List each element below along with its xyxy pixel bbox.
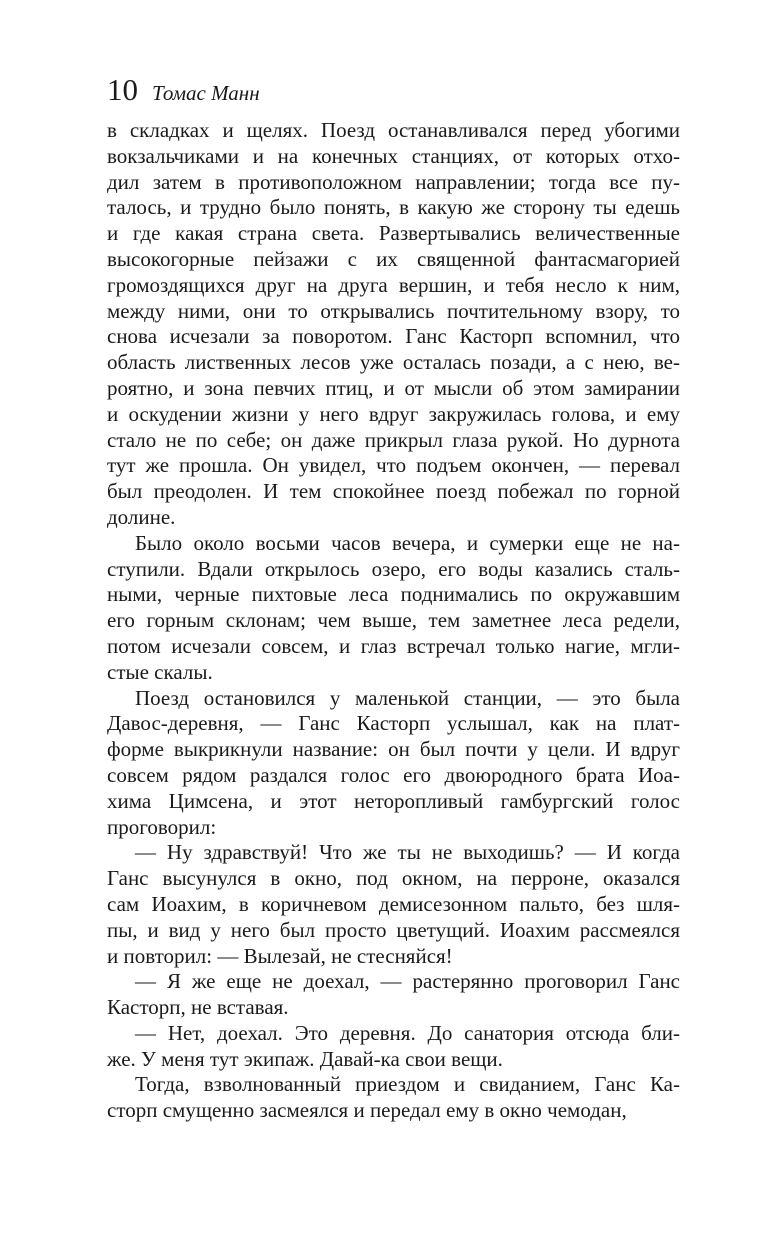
text-line: роятно, и зона певчих птиц, и от мысли об этом замирании	[107, 375, 680, 400]
text-line: — Ну здравствуй! Что же ты не выходишь? — И когда	[135, 840, 680, 865]
author-name: Томас Манн	[152, 81, 260, 105]
paragraph	[107, 1072, 680, 1124]
running-head	[107, 70, 260, 110]
text-line: же. У меня тут экипаж. Давай-ка свои вещи.	[107, 1046, 503, 1071]
text-line: потом исчезали совсем, и глаз встречал только нагие, мгли-	[107, 633, 680, 658]
text-line: высокогорные пейзажи с их священной фантасмагорией	[107, 246, 680, 271]
text-line: снова исчезали за поворотом. Ганс Касторп вспомнил, что	[107, 324, 680, 349]
text-line: тут же прошла. Он увидел, что подъем окончен, — перевал	[107, 453, 680, 478]
text-line: совсем рядом раздался голос его двоюродного брата Иоа-	[107, 762, 680, 787]
text-line: вокзальчиками и на конечных станциях, от которых отхо-	[107, 143, 680, 168]
text-line: проговорил:	[107, 814, 217, 839]
text-line: громоздящихся друг на друга вершин, и тебя несло к ним,	[107, 272, 680, 297]
text-line: стало не по себе; он даже прикрыл глаза рукой. Но дурнота	[107, 427, 680, 452]
paragraph	[107, 686, 680, 841]
text-line: дил затем в противоположном направлении; тогда все пу-	[107, 169, 680, 194]
body-text	[107, 118, 680, 1124]
text-line: сам Иоахим, в коричневом демисезонном пальто, без шля-	[107, 891, 680, 916]
text-line: и где какая страна света. Развертывались величественные	[107, 221, 680, 246]
text-line: и оскудении жизни у него вдруг закружилась голова, и ему	[107, 401, 680, 426]
text-line: Ганс высунулся в окно, под окном, на перроне, оказался	[107, 866, 680, 891]
text-line: в складках и щелях. Поезд останавливался перед убогими	[107, 118, 680, 142]
text-line: стые скалы.	[107, 659, 213, 684]
text-line: его горным склонам; чем выше, тем заметнее леса редели,	[107, 608, 680, 633]
text-line: долине.	[107, 504, 176, 529]
text-line: талось, и трудно было понять, в какую же сторону ты едешь	[107, 195, 680, 220]
text-line: сторп смущенно засмеялся и передал ему в окно чемодан,	[107, 1098, 627, 1123]
text-line: между ними, они то открывались почтительному взору, то	[107, 298, 680, 323]
text-line: и повторил: — Вылезай, не стесняйся!	[107, 943, 453, 968]
text-line: ными, черные пихтовые леса поднимались по окружавшим	[107, 582, 680, 607]
text-line: Было около восьми часов вечера, и сумерки еще не на-	[135, 530, 680, 555]
paragraph	[107, 531, 680, 686]
text-line: — Нет, доехал. Это деревня. До санатория отсюда бли-	[135, 1020, 680, 1045]
paragraph	[107, 840, 680, 969]
paragraph	[107, 969, 680, 1021]
text-line: пы, и вид у него был просто цветущий. Иоахим рассмеялся	[107, 917, 680, 942]
text-line: был преодолен. И тем спокойнее поезд побежал по горной	[107, 479, 680, 504]
text-line: Поезд остановился у маленькой станции, — это была	[135, 685, 680, 710]
paragraph	[107, 1021, 680, 1073]
text-line: область лиственных лесов уже осталась позади, а с нею, ве-	[107, 350, 680, 375]
text-line: ступили. Вдали открылось озеро, его воды казались сталь-	[107, 556, 680, 581]
paragraph	[107, 118, 680, 531]
text-line: — Я же еще не доехал, — растерянно проговорил Ганс	[135, 969, 680, 994]
text-line: Давос-деревня, — Ганс Касторп услышал, как на плат-	[107, 711, 680, 736]
text-line: Тогда, взволнованный приездом и свиданием, Ганс Ка-	[135, 1072, 680, 1097]
text-line: форме выкрикнули название: он был почти у цели. И вдруг	[107, 737, 680, 762]
page-number: 10	[107, 72, 138, 107]
text-line: хима Цимсена, и этот неторопливый гамбургский голос	[107, 788, 680, 813]
text-line: Касторп, не вставая.	[107, 995, 289, 1020]
